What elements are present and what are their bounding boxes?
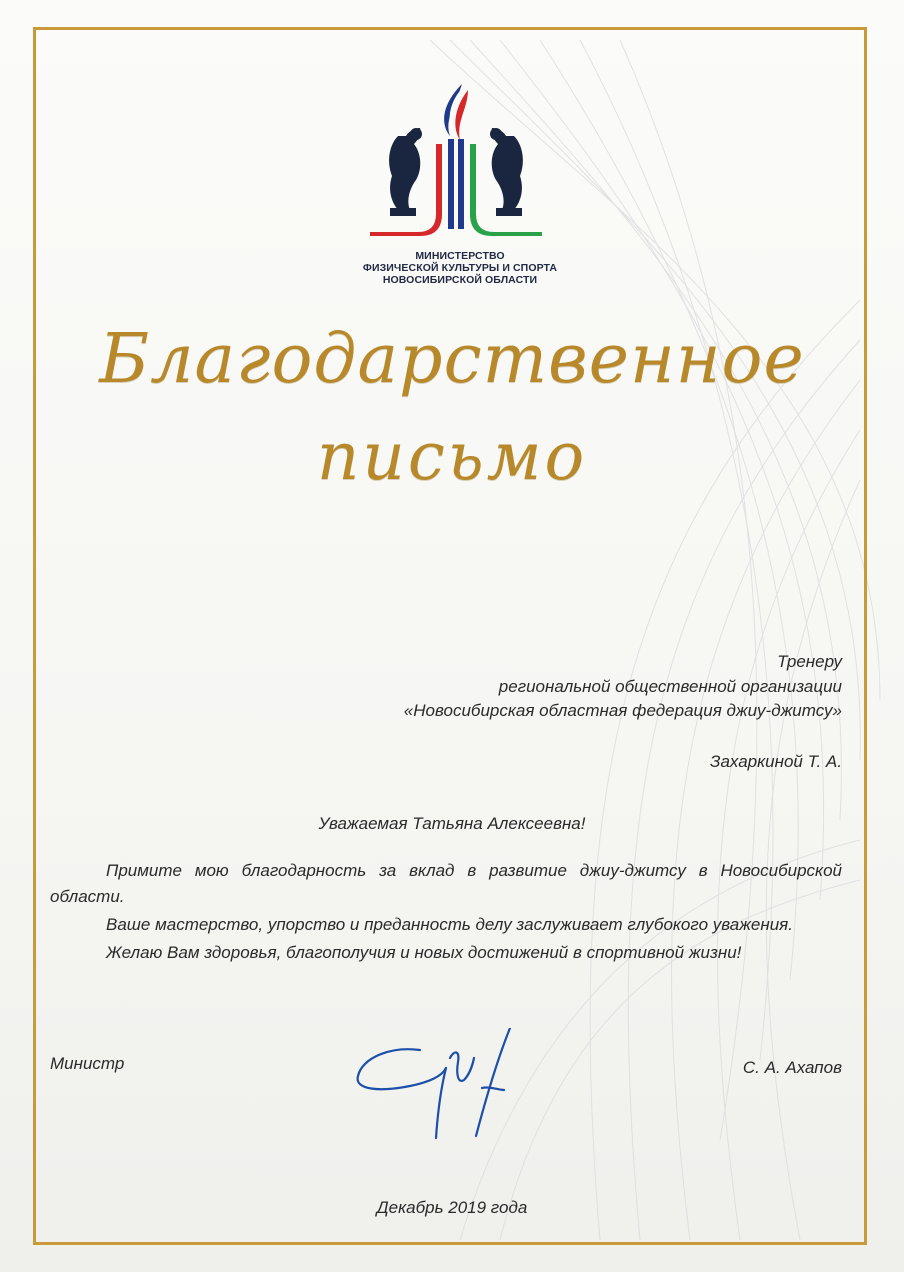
recipient-line-3: «Новосибирская областная федерация джиу-джитсу» [403,701,842,720]
ministry-line-3: НОВОСИБИРСКОЙ ОБЛАСТИ [382,274,538,286]
letter-paragraph-2: Ваше мастерство, упорство и преданность делу заслуживает глубокого уважения. [106,915,793,934]
letter-paragraph-3: Желаю Вам здоровья, благополучия и новых достижений в спортивной жизни! [106,943,742,962]
ministry-coat-of-arms-icon [370,84,545,244]
recipient-line-1: Тренеру [777,652,842,671]
ministry-line-2: ФИЗИЧЕСКОЙ КУЛЬТУРЫ И СПОРТА [362,262,558,274]
signatory-position: Министр [50,1054,125,1073]
letter-paragraph-1: Примите мою благодарность за вклад в развитие джиу-джитсу в Новосибирской области. [50,861,842,906]
recipient-line-2: региональной общественной организации [498,677,842,696]
letter-greeting: Уважаемая Татьяна Алексеевна! [318,814,586,833]
recipient-name: Захаркиной Т. А. [710,752,842,771]
ministry-name [300,250,620,286]
certificate-title-line-1: Благодарственное [99,320,805,399]
handwritten-signature [350,1028,520,1148]
letter-date: Декабрь 2019 года [376,1198,528,1217]
ministry-line-1: МИНИСТЕРСТВО [415,250,505,262]
certificate-title-line-2: письмо [316,418,588,495]
signatory-name: С. А. Ахапов [742,1058,842,1077]
